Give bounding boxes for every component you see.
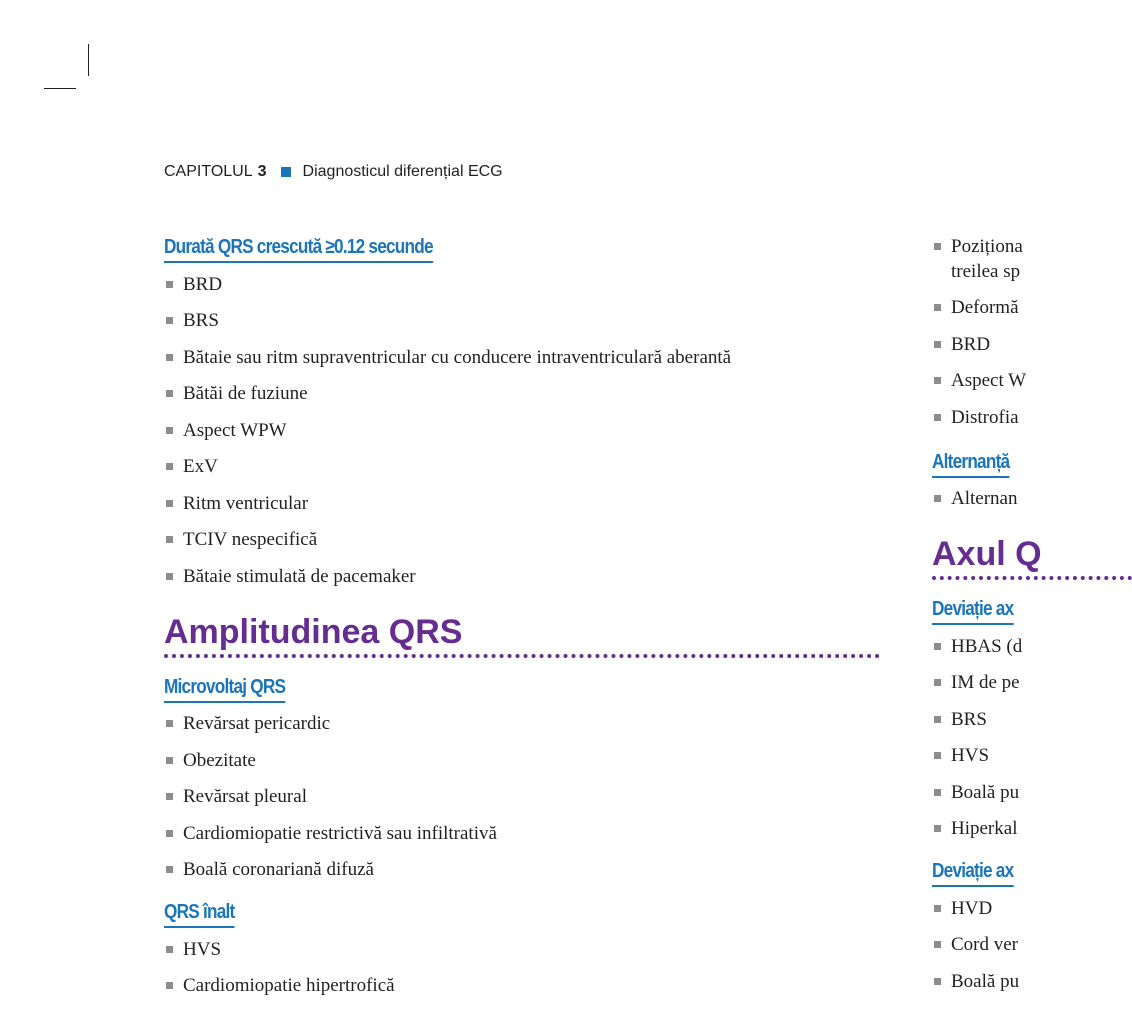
tall-qrs-list [164,939,880,998]
right-axis-deviation-list [932,898,1132,993]
list-item: Alternan [932,488,1132,510]
list-item: Poziționa treilea sp [932,236,1132,283]
list-item: HVS [932,745,1132,767]
list-item: ExV [164,456,880,478]
left-column [164,234,880,997]
list-item: BRS [932,709,1132,731]
chapter-title: Diagnosticul diferențial ECG [302,163,503,180]
running-head [164,163,503,181]
list-item: BRD [164,274,880,296]
crop-mark-horizontal [44,88,76,89]
amplitude-heading: Amplitudinea QRS [164,612,463,651]
list-item: Hiperkal [932,818,1132,840]
list-item: Bătaie sau ritm supraventricular cu conducere intraventriculară aberantă [164,347,880,369]
list-item: Bătăi de fuziune [164,383,880,405]
crop-mark-vertical [88,44,89,76]
left-axis-deviation-list [932,636,1132,841]
chapter-number: 3 [257,163,267,180]
chapter-label: CAPITOLUL [164,163,253,180]
list-item: IM de pe [932,672,1132,694]
list-item: Aspect W [932,370,1132,392]
list-item: Revărsat pleural [164,786,880,808]
list-item: Cardiomiopatie restrictivă sau infiltrativă [164,823,880,845]
continued-list [932,236,1132,429]
list-item: Boală pu [932,971,1132,993]
list-item: Boală pu [932,782,1132,804]
list-item: Bătaie stimulată de pacemaker [164,566,880,588]
list-item: BRS [164,310,880,332]
list-item: TCIV nespecifică [164,529,880,551]
qrs-duration-list [164,274,880,588]
low-voltage-heading: Microvoltaj QRS [164,674,285,703]
alternans-list [932,488,1132,510]
list-item: Aspect WPW [164,420,880,442]
right-axis-deviation-heading: Deviație ax [932,858,1013,887]
low-voltage-list [164,713,880,881]
list-item: BRD [932,334,1132,356]
list-item: Cord ver [932,934,1132,956]
qrs-duration-heading: Durată QRS crescută ≥0.12 secunde [164,234,433,263]
list-item: Deformă [932,297,1132,319]
alternans-heading: Alternanță [932,449,1009,478]
square-bullet-icon [281,167,291,177]
list-item: Boală coronariană difuză [164,859,880,881]
list-item: HVD [932,898,1132,920]
right-column [932,235,1132,993]
list-item: Ritm ventricular [164,493,880,515]
list-item: Revărsat pericardic [164,713,880,735]
list-item: Cardiomiopatie hipertrofică [164,975,880,997]
list-item: HBAS (d [932,636,1132,658]
left-axis-deviation-heading: Deviație ax [932,596,1013,625]
list-item: HVS [164,939,880,961]
tall-qrs-heading: QRS înalt [164,899,234,928]
axis-heading: Axul Q [932,535,1042,573]
list-item: Distrofia [932,407,1132,429]
list-item: Obezitate [164,750,880,772]
